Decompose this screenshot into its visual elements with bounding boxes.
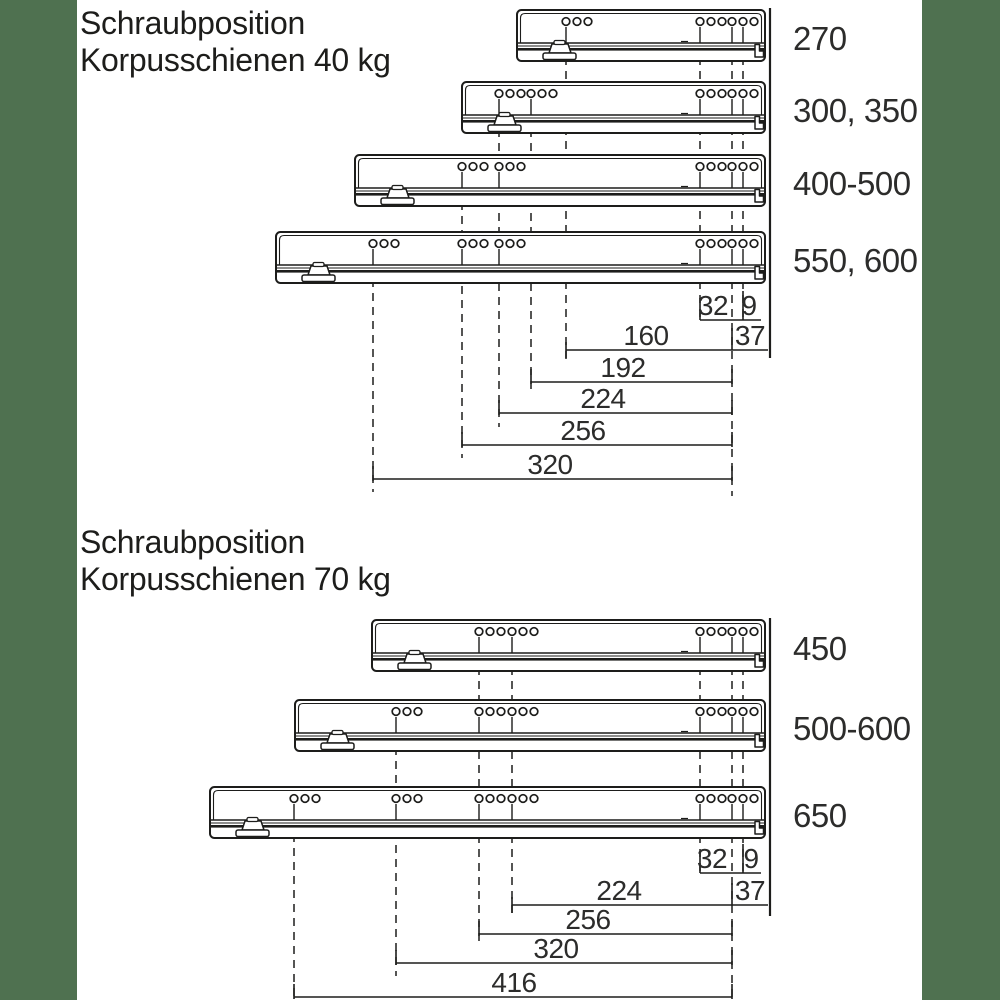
screw-hole (739, 163, 747, 171)
section-70kg-title-line1: Schraubposition (80, 524, 305, 560)
screw-hole (718, 163, 726, 171)
screw-hole (517, 90, 525, 98)
screw-hole (728, 628, 736, 636)
rail-length-label: 500-600 (793, 710, 911, 747)
screw-hole (750, 708, 758, 716)
screw-hole (739, 90, 747, 98)
dimension-value: 32 (697, 290, 729, 321)
page-margin-stripe-left (0, 0, 77, 1000)
screw-hole (530, 708, 538, 716)
screw-hole (497, 708, 505, 716)
screw-hole (480, 240, 488, 248)
screw-hole (728, 708, 736, 716)
screw-hole (728, 240, 736, 248)
screw-hole (750, 18, 758, 26)
screw-hole (469, 163, 477, 171)
dimension-row (396, 933, 732, 965)
screw-hole (392, 708, 400, 716)
screw-hole (486, 795, 494, 803)
screw-hole (584, 18, 592, 26)
dimension-value: 37 (734, 320, 766, 351)
screw-hole (728, 163, 736, 171)
screw-hole (707, 18, 715, 26)
dimension-value: 192 (600, 352, 646, 383)
rail-270 (517, 10, 765, 61)
screw-hole (718, 18, 726, 26)
screw-hole (475, 708, 483, 716)
dimension-value: 160 (623, 320, 669, 351)
dimension-value: 320 (527, 449, 573, 480)
screw-hole (458, 240, 466, 248)
screw-hole (519, 795, 527, 803)
screw-hole (506, 163, 514, 171)
screw-hole (696, 240, 704, 248)
screw-hole (530, 795, 538, 803)
dimension-row (479, 904, 732, 936)
screw-hole (696, 18, 704, 26)
screw-hole (517, 240, 525, 248)
screw-hole (696, 628, 704, 636)
dimension-value: 256 (560, 415, 606, 446)
screw-hole (750, 795, 758, 803)
screw-hole (739, 628, 747, 636)
screw-hole (696, 795, 704, 803)
dimension-value: 256 (565, 904, 611, 935)
section-40kg-title-line1: Schraubposition (80, 5, 305, 41)
dimension-row (566, 320, 768, 358)
fixing-clip (308, 266, 330, 275)
screw-hole (458, 163, 466, 171)
screw-hole (475, 628, 483, 636)
screw-hole (728, 795, 736, 803)
rail-500-600 (295, 700, 765, 751)
screw-hole (750, 628, 758, 636)
rail-400-500 (355, 155, 765, 206)
rail-450 (372, 620, 765, 671)
rail-650 (210, 787, 765, 838)
screw-hole (739, 18, 747, 26)
screw-hole (707, 795, 715, 803)
screw-hole (497, 628, 505, 636)
screw-hole (403, 795, 411, 803)
screw-hole (739, 240, 747, 248)
screw-hole (718, 90, 726, 98)
screw-hole (728, 18, 736, 26)
screw-hole (750, 163, 758, 171)
dimension-value: 224 (580, 383, 626, 414)
screw-hole (538, 90, 546, 98)
rail-300-350 (462, 82, 765, 133)
screw-hole (519, 708, 527, 716)
screw-hole (718, 795, 726, 803)
screw-hole (486, 708, 494, 716)
screw-hole (414, 708, 422, 716)
dimension-row (462, 415, 732, 447)
dimension-value: 32 (696, 843, 728, 874)
screw-hole (497, 795, 505, 803)
screw-hole (707, 163, 715, 171)
rail-length-label: 270 (793, 20, 847, 57)
screw-hole (728, 90, 736, 98)
dimension-row (698, 290, 761, 321)
section-40kg-title-line2: Korpusschienen 40 kg (80, 42, 391, 78)
screw-hole (508, 708, 516, 716)
screw-hole (495, 163, 503, 171)
screw-hole (475, 795, 483, 803)
screw-hole (519, 628, 527, 636)
screw-hole (369, 240, 377, 248)
dimension-value: 416 (491, 967, 537, 998)
dimension-row (531, 352, 732, 384)
page-margin-stripe-right (922, 0, 1000, 1000)
screw-hole (707, 708, 715, 716)
screw-hole (506, 240, 514, 248)
dimension-row (294, 967, 732, 999)
screw-hole (403, 708, 411, 716)
screw-hole (718, 628, 726, 636)
rail-length-label: 300, 350 (793, 92, 918, 129)
screw-hole (739, 708, 747, 716)
screw-hole (696, 708, 704, 716)
dimension-row (499, 383, 732, 415)
dimension-value: 224 (596, 875, 642, 906)
fixing-clip (327, 734, 349, 743)
screw-hole (469, 240, 477, 248)
screw-hole (495, 90, 503, 98)
rail-length-label: 550, 600 (793, 242, 918, 279)
screw-hole (707, 240, 715, 248)
screw-hole (312, 795, 320, 803)
dimension-row (697, 843, 761, 874)
rail-length-label: 650 (793, 797, 847, 834)
screw-hole (718, 708, 726, 716)
screw-hole (530, 628, 538, 636)
screw-hole (391, 240, 399, 248)
rail-length-label: 400-500 (793, 165, 911, 202)
screw-hole (495, 240, 503, 248)
screw-hole (739, 795, 747, 803)
screw-hole (527, 90, 535, 98)
screw-hole (750, 240, 758, 248)
screw-hole (290, 795, 298, 803)
fixing-clip (404, 654, 426, 663)
screw-hole (696, 163, 704, 171)
screw-hole (696, 90, 704, 98)
screw-hole (486, 628, 494, 636)
screw-hole (517, 163, 525, 171)
dimension-row (512, 875, 768, 913)
screw-hole (707, 628, 715, 636)
screw-hole (414, 795, 422, 803)
fixing-clip (494, 116, 516, 125)
screw-hole (301, 795, 309, 803)
fixing-clip (242, 821, 264, 830)
screw-hole (549, 90, 557, 98)
screw-hole (380, 240, 388, 248)
rail-length-label: 450 (793, 630, 847, 667)
screw-hole (392, 795, 400, 803)
screw-hole (750, 90, 758, 98)
screw-hole (480, 163, 488, 171)
dimension-value: 320 (533, 933, 579, 964)
screw-hole (562, 18, 570, 26)
dimension-value: 9 (743, 843, 759, 874)
dimension-value: 9 (741, 290, 757, 321)
screw-hole (508, 628, 516, 636)
dimension-row (373, 449, 732, 481)
rail-550-600 (276, 232, 765, 283)
dimension-value: 37 (734, 875, 766, 906)
screw-hole (508, 795, 516, 803)
screw-hole (506, 90, 514, 98)
screw-hole (573, 18, 581, 26)
section-70kg-title-line2: Korpusschienen 70 kg (80, 561, 391, 597)
screw-hole (707, 90, 715, 98)
fixing-clip (549, 44, 571, 53)
screw-hole (718, 240, 726, 248)
fixing-clip (387, 189, 409, 198)
